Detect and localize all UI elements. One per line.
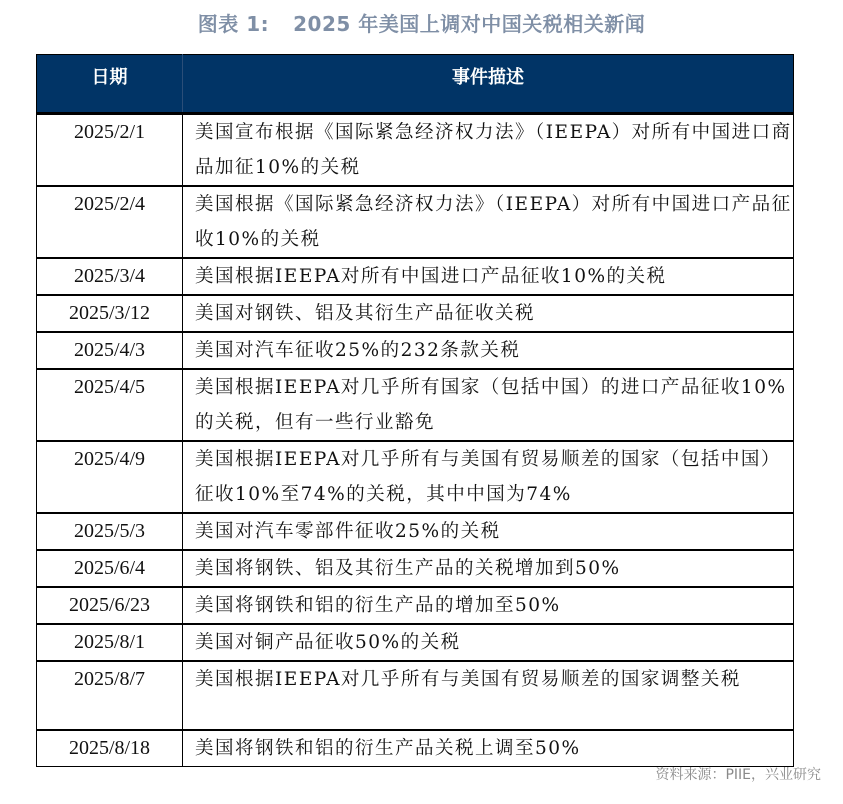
date-cell: 2025/4/3: [37, 332, 183, 369]
date-cell: 2025/2/1: [37, 114, 183, 187]
table-row: [37, 624, 794, 661]
table-row: [37, 332, 794, 369]
date-cell: 2025/4/9: [37, 441, 183, 513]
table-row: [37, 661, 794, 730]
table-header-row: [37, 55, 794, 114]
date-cell: 2025/3/4: [37, 258, 183, 295]
table-row: [37, 587, 794, 624]
description-cell: 美国对汽车征收25%的232条款关税: [183, 332, 794, 369]
description-cell: 美国对汽车零部件征收25%的关税: [183, 513, 794, 550]
date-cell: 2025/6/23: [37, 587, 183, 624]
source-note: 资料来源：PIIE，兴业研究: [655, 767, 821, 783]
description-cell: 美国根据IEEPA对几乎所有国家（包括中国）的进口产品征收10%的关税，但有一些行业豁免: [183, 369, 794, 441]
description-cell: 美国将钢铁和铝的衍生产品关税上调至50%: [183, 730, 794, 767]
date-cell: 2025/5/3: [37, 513, 183, 550]
date-cell: 2025/8/1: [37, 624, 183, 661]
column-header-description: 事件描述: [183, 55, 794, 114]
table-row: [37, 114, 794, 187]
date-cell: 2025/3/12: [37, 295, 183, 332]
description-cell: 美国根据IEEPA对所有中国进口产品征收10%的关税: [183, 258, 794, 295]
description-cell: 美国对钢铁、铝及其衍生产品征收关税: [183, 295, 794, 332]
table-row: [37, 369, 794, 441]
date-cell: 2025/6/4: [37, 550, 183, 587]
date-cell: 2025/8/18: [37, 730, 183, 767]
column-header-date: 日期: [37, 55, 183, 114]
date-cell: 2025/4/5: [37, 369, 183, 441]
table-row: [37, 295, 794, 332]
description-cell: 美国根据IEEPA对几乎所有与美国有贸易顺差的国家（包括中国）征收10%至74%的关税，其中中国为74%: [183, 441, 794, 513]
date-cell: 2025/2/4: [37, 186, 183, 258]
table-row: [37, 258, 794, 295]
figure-title: [0, 8, 843, 37]
tariff-news-table: [36, 54, 794, 767]
table-row: [37, 186, 794, 258]
table-row: [37, 550, 794, 587]
table-row: [37, 730, 794, 767]
description-cell: 美国宣布根据《国际紧急经济权力法》（IEEPA）对所有中国进口商品加征10%的关税: [183, 114, 794, 187]
figure-title-text: 2025 年美国上调对中国关税相关新闻: [293, 12, 646, 36]
figure-label: 图表 1:: [197, 12, 270, 36]
table-row: [37, 513, 794, 550]
description-cell: 美国将钢铁、铝及其衍生产品的关税增加到50%: [183, 550, 794, 587]
description-cell: 美国根据IEEPA对几乎所有与美国有贸易顺差的国家调整关税: [183, 661, 794, 730]
description-cell: 美国根据《国际紧急经济权力法》（IEEPA）对所有中国进口产品征收10%的关税: [183, 186, 794, 258]
description-cell: 美国将钢铁和铝的衍生产品的增加至50%: [183, 587, 794, 624]
table-row: [37, 441, 794, 513]
date-cell: 2025/8/7: [37, 661, 183, 730]
description-cell: 美国对铜产品征收50%的关税: [183, 624, 794, 661]
